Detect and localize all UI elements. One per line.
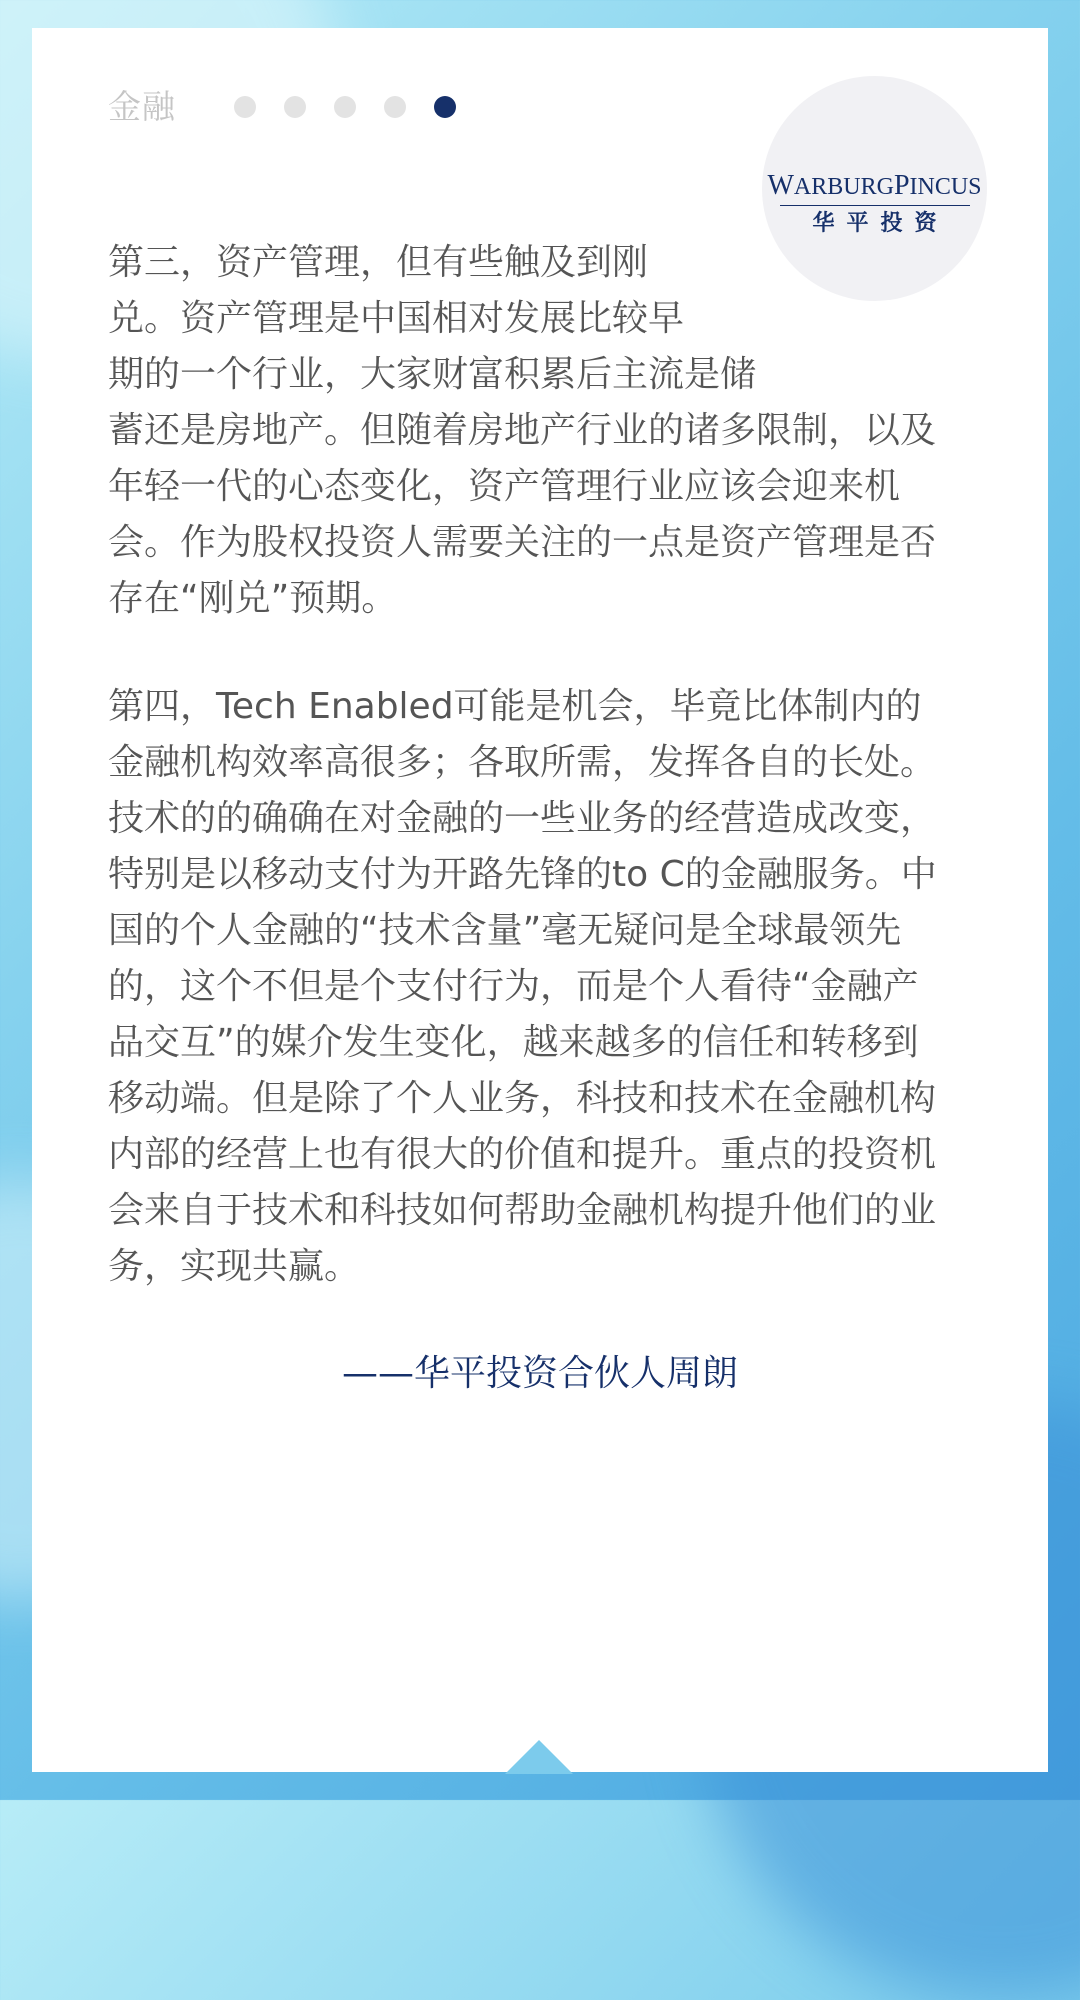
text-line: 务，实现共赢。 (108, 1246, 361, 1287)
text-line: 金融机构效率高很多；各取所需，发挥各自的长处。 (108, 742, 937, 783)
text-line: 品交互”的媒介发生变化，越来越多的信任和转移到 (108, 1022, 919, 1063)
pagination-dot-4[interactable] (384, 96, 406, 118)
card-header (108, 87, 456, 126)
pagination-dots (234, 96, 456, 118)
logo-divider (780, 205, 970, 206)
pagination-dot-3[interactable] (334, 96, 356, 118)
text-line: 国的个人金融的“技术含量”毫无疑问是全球最领先 (108, 910, 902, 951)
article-card (32, 28, 1048, 1772)
text-line: 内部的经营上也有很大的价值和提升。重点的投资机 (108, 1134, 937, 1175)
paragraph-asset-management (108, 235, 1008, 627)
text-line: 第三，资产管理，但有些触及到刚 (108, 242, 649, 283)
text-line: 会来自于技术和科技如何帮助金融机构提升他们的业 (108, 1190, 937, 1231)
text-line: 会。作为股权投资人需要关注的一点是资产管理是否 (108, 522, 937, 563)
text-line: 蓄还是房地产。但随着房地产行业的诸多限制，以及 (108, 410, 937, 451)
text-line: 特别是以移动支付为开路先锋的to C的金融服务。中 (108, 854, 937, 895)
card-bottom-notch (505, 1740, 573, 1774)
text-line: 技术的的确确在对金融的一些业务的经营造成改变， (108, 798, 937, 839)
text-line: 的，这个不但是个支付行为，而是个人看待“金融产 (108, 966, 919, 1007)
text-line: 存在“刚兑”预期。 (108, 578, 398, 619)
text-line: 兑。资产管理是中国相对发展比较早 (108, 298, 685, 339)
logo-chinese: 华平投资 (812, 210, 949, 236)
pagination-dot-1[interactable] (234, 96, 256, 118)
logo-english: WARBURGPINCUS (767, 170, 982, 201)
quote-attribution: ——华平投资合伙人周朗 (341, 1353, 738, 1394)
text-line: 年轻一代的心态变化，资产管理行业应该会迎来机 (108, 466, 901, 507)
text-line: 移动端。但是除了个人业务，科技和技术在金融机构 (108, 1078, 937, 1119)
section-label: 金融 (108, 87, 176, 126)
pagination-dot-2[interactable] (284, 96, 306, 118)
text-line: 期的一个行业，大家财富积累后主流是储 (108, 354, 757, 395)
paragraph-tech-enabled (108, 679, 1008, 1295)
pagination-dot-5-active[interactable] (434, 96, 456, 118)
text-line: 第四，Tech Enabled可能是机会，毕竟比体制内的 (108, 686, 922, 727)
